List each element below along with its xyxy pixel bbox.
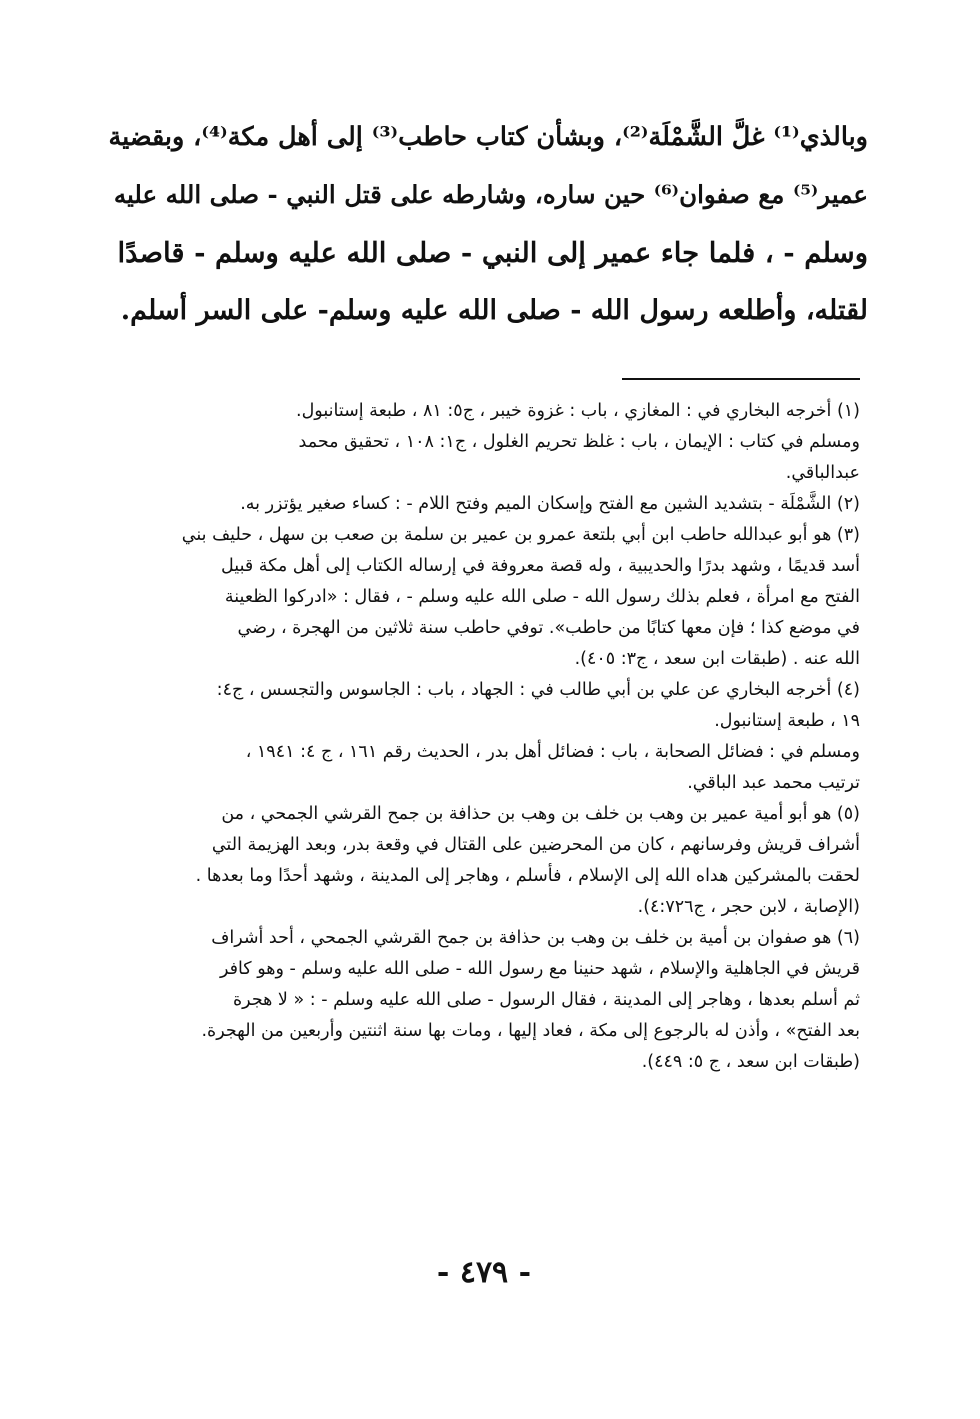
footnote-line: (٥) هو أبو أمية عمير بن وهب بن خلف بن وهب بن حذافة بن جمح القرشي الجمحي ، من <box>221 804 860 824</box>
main-line: عمير⁽⁵⁾ مع صفوان⁽⁶⁾ حين ساره، وشارطه على قتل النبي - صلى الله عليه <box>113 180 868 209</box>
footnote-4 <box>120 675 860 799</box>
footnote-line: في موضع كذا ؛ فإن معها كتابًا من حاطب». توفي حاطب سنة ثلاثين من الهجرة ، رضي <box>237 618 860 638</box>
footnote-line: (طبقات ابن سعد ، ج ٥: ٤٤٩). <box>641 1052 860 1072</box>
footnote-line: (٦) هو صفوان بن أمية بن خلف بن وهب بن حذافة بن جمح القرشي الجمحي ، أحد أشراف <box>211 928 860 948</box>
main-line: وبالذي⁽¹⁾ غلَّ الشَّمْلَة⁽²⁾، وبشأن كتاب حاطب⁽³⁾ إلى أهل مكة⁽⁴⁾، وبقضية <box>108 122 868 152</box>
footnote-line: ترتيب محمد عبد الباقي. <box>687 773 860 793</box>
footnotes <box>120 396 860 1078</box>
footnote-5 <box>120 799 860 923</box>
footnote-line: قريش في الجاهلية والإسلام ، شهد حنينا مع رسول الله - صلى الله عليه وسلم - وهو كافر <box>219 959 860 979</box>
main-line: وسلم - ، فلما جاء عمير إلى النبي - صلى الله عليه وسلم - قاصدًا <box>117 237 868 269</box>
footnote-line: بعد الفتح» ، وأذن له بالرجوع إلى مكة ، فعاد إليها ، ومات بها سنة اثنتين وأربعين من الهجرة. <box>201 1021 860 1041</box>
footnote-line: الله عنه . (طبقات ابن سعد ، ج٣: ٤٠٥). <box>574 649 860 669</box>
footnote-line: لحقت بالمشركين هداه الله إلى الإسلام ، فأسلم ، وهاجر إلى المدينة ، وشهد أحدًا وما بعدها . <box>195 866 860 886</box>
footnote-2 <box>120 489 860 520</box>
footnote-line: ومسلم في : فضائل الصحابة ، باب : فضائل أهل بدر ، الحديث رقم ١٦١ ، ج ٤: ١٩٤١ ، <box>245 742 860 762</box>
footnote-3 <box>120 520 860 675</box>
footnote-line: ومسلم في كتاب : الإيمان ، باب : غلظ تحريم الغلول ، ج١: ١٠٨ ، تحقيق محمد <box>298 432 860 452</box>
footnote-line: أسد قديمًا ، وشهد بدرًا والحديبية ، وله قصة معروفة في إرساله الكتاب إلى أهل مكة قبيل <box>221 556 860 576</box>
footnote-line: (الإصابة ، لابن حجر ، ج٤:٧٢٦). <box>637 897 860 917</box>
footnote-6 <box>120 923 860 1078</box>
footnote-separator <box>622 378 860 380</box>
footnote-line: ١٩ ، طبعة إستانبول. <box>714 711 860 731</box>
footnote-1 <box>120 396 860 489</box>
main-line: لقتله، وأطلعه رسول الله - صلى الله عليه وسلم- على السر أسلم. <box>120 295 868 326</box>
footnote-line: (٣) هو أبو عبدالله حاطب ابن أبي بلتعة عمرو بن عمير بن سلمة بن صعب بن سهل ، حليف بني <box>181 525 860 545</box>
footnote-line: ثم أسلم بعدها ، وهاجر إلى المدينة ، فقال الرسول - صلى الله عليه وسلم - : « لا هجرة <box>233 990 860 1010</box>
main-paragraph <box>108 108 868 340</box>
footnote-line: (١) أخرجه البخاري في : المغازي ، باب : غزوة خيبر ، ج٥: ٨١ ، طبعة إستانبول. <box>296 401 860 421</box>
footnote-line: الفتح مع امرأة ، فعلم بذلك رسول الله - صلى الله عليه وسلم - ، فقال : «ادركوا الظعينة <box>224 587 860 607</box>
footnote-line: (٢) الشَّمْلَة - بتشديد الشين مع الفتح وإسكان الميم وفتح اللام - : كساء صغير يؤتزر به. <box>240 494 860 514</box>
footnote-line: عبدالباقي. <box>785 463 860 483</box>
footnote-line: أشراف قريش وفرسانهم ، كان من المحرضين على القتال في وقعة بدر، وبعد الهزيمة التي <box>211 835 860 855</box>
page-number: - ٤٧٩ - <box>436 1255 532 1290</box>
footnote-line: (٤) أخرجه البخاري عن علي بن أبي طالب في : الجهاد ، باب : الجاسوس والتجسس ، ج٤: <box>216 680 860 700</box>
